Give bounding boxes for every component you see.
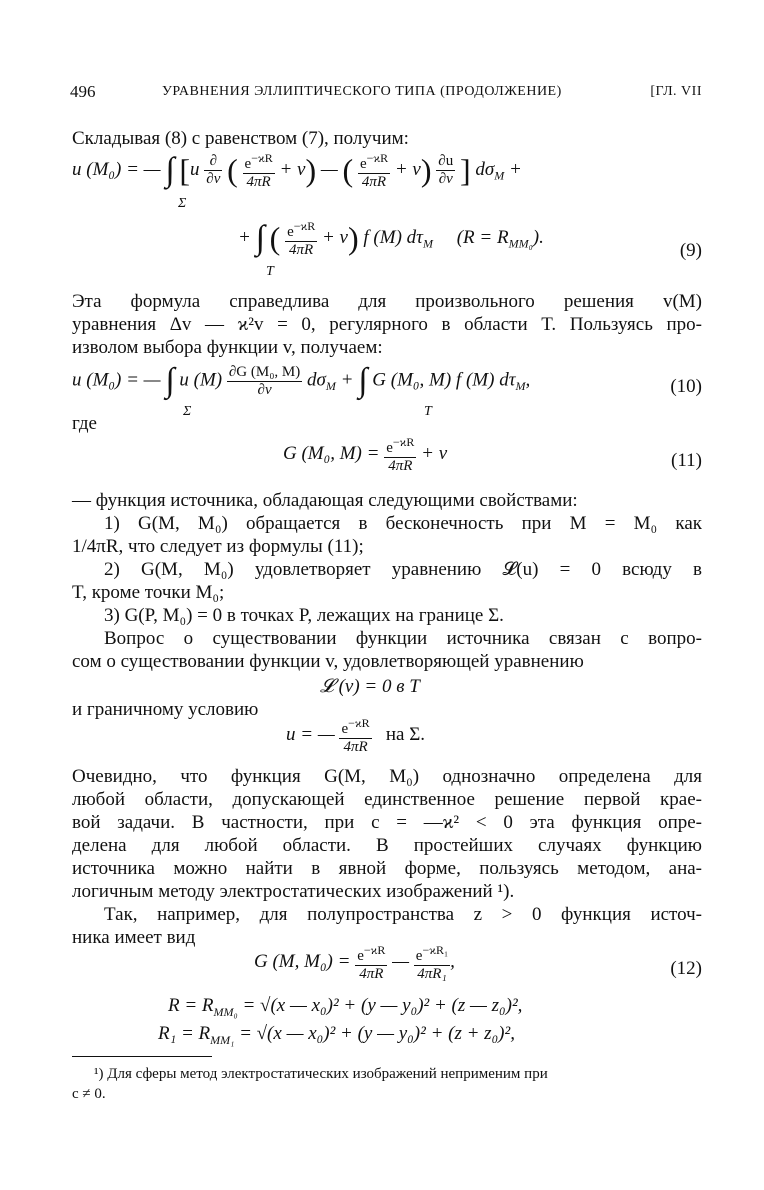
- equation-number: (11): [671, 450, 702, 471]
- paragraph-line: и граничному условию: [72, 699, 259, 720]
- footnote-line: ¹) Для сферы метод электростатических изображений неприменим при: [94, 1066, 548, 1082]
- paragraph-line: логичным методу электростатических изображений ¹).: [72, 881, 515, 902]
- integral-sign: ∫: [165, 151, 175, 189]
- list-item-cont: T, кроме точки M₀;: [72, 582, 225, 603]
- equation-10: u (M₀) = — ∫ u (M) $\frac{\text{∂G (M₀, M)}}{\partial\nu}$ $d\sigma_M$ + ∫ G (M₀, M) f (M) $d\tau_M$,: [72, 362, 531, 399]
- running-title: УРАВНЕНИЯ ЭЛЛИПТИЧЕСКОГО ТИПА (ПРОДОЛЖЕНИЕ): [162, 84, 562, 99]
- equation-number: (9): [679, 240, 702, 261]
- equation-11: G (M₀, M) = $\frac{e^{-ϰR}}{4\pi R}$ + v: [283, 435, 448, 474]
- equation-R1: $R_1 = R_{MM_1} = √(x$ — x₀)² + (y — y₀)² + (z + z₀)²,: [158, 1023, 515, 1047]
- paragraph-line: делена для любой области. В простейших случаях функцию: [72, 835, 702, 856]
- chapter-label: [ГЛ. VII: [650, 84, 702, 99]
- equation-boundary: u = — $\frac{e^{-ϰR}}{4\pi R}$ на Σ.: [286, 716, 426, 755]
- footnote-line: c ≠ 0.: [72, 1086, 106, 1102]
- paragraph-line: вой задачи. В частности, при c = —ϰ² < 0 эта функция опре-: [72, 812, 702, 833]
- paragraph-line: Вопрос о существовании функции источника связан с вопро-: [104, 628, 702, 649]
- paragraph-line: источника можно найти в явной форме, пользуясь методом, ана-: [72, 858, 702, 879]
- paragraph-line: сом о существовании функции v, удовлетворяющей уравнению: [72, 651, 584, 672]
- page-number: 496: [70, 82, 96, 101]
- paragraph-line: Складывая (8) с равенством (7), получим:: [72, 128, 409, 149]
- equation-9-line-1: u (M₀) = — ∫ [u $\frac{\partial}{\partial\nu}$ ( $\frac{e^{-ϰR}}{4\pi R}$ + v) — ( $\frac{e^{-ϰR}}{4\pi R}$ + v) $\frac{\partial u}{\partial\nu}$ ] $d\sigma_M$ +: [72, 151, 522, 190]
- paragraph-line: Эта формула справедлива для произвольного решения v(M): [72, 291, 702, 312]
- paragraph-line: ника имеет вид: [72, 927, 196, 948]
- equation-R: $R = R_{MM_0} = √(x$ — x₀)² + (y — y₀)² + (z — z₀)²,: [168, 995, 523, 1019]
- equation-number: (10): [670, 376, 702, 397]
- list-item: 2) G(M, M₀) удовлетворяет уравнению 𝓛(u) = 0 всюду в: [104, 559, 702, 580]
- paragraph-line: Очевидно, что функция G(M, M₀) однозначно определена для: [72, 766, 702, 787]
- paragraph-line: изволом выбора функции v, получаем:: [72, 337, 383, 358]
- equation-L: 𝓛 (v) = 0 в T: [320, 676, 420, 697]
- paragraph-line: Так, например, для полупространства z > 0 функция источ-: [104, 904, 702, 925]
- paragraph-line: любой области, допускающей единственное решение первой крае-: [72, 789, 702, 810]
- equation-9-line-2: + ∫ ( $\frac{e^{-ϰR}}{4\pi R}$ + v) f (M) $d\tau_M$ $(R = R_{MM_0})$.: [238, 219, 544, 258]
- running-header: [70, 82, 702, 106]
- paragraph-line: где: [72, 413, 97, 434]
- list-item: 3) G(P, M₀) = 0 в точках P, лежащих на границе Σ.: [104, 605, 504, 626]
- equation-12: G (M, M₀) = $\frac{e^{-ϰR}}{4\pi R}$ — $\frac{e^{-ϰR_1}}{\text{4πR₁}}$ ,: [254, 943, 455, 982]
- footnote-rule: [72, 1056, 212, 1057]
- book-page: 496 УРАВНЕНИЯ ЭЛЛИПТИЧЕСКОГО ТИПА (ПРОДОЛЖЕНИЕ) [ГЛ. VII Складывая (8) с равенством (7), получим: u (M₀) = — ∫ [u $\frac{\partial}{\partial\nu}$ ( $\frac{e^{-ϰR}}{4\pi R}$ + v) — ( $\frac{e^{-ϰR}}{4\pi R}$ + v) $\frac{\partial u}{\partial\nu}$ ] $d\sigma_M$ + Σ + ∫ ( $\frac{e^{-ϰR}}{4\pi R}$ + v) f (M) $d\tau_M$ $(R = R_{MM_0})$. T (9) Эта формула справедлива для произвольного решения v(M) уравнения Δv — ϰ²v = 0, регулярного в области T. Пользуясь про- изволом выбора функции v, получаем: u (M₀) = — ∫ u (M) $\frac{\text{∂G (M₀, M)}}{\partial\nu}$ $d\sigma_M$ + ∫ G (M₀, M) f (M) $d\tau_M$, Σ T (10) где G (M₀, M) = $\frac{e^{-ϰR}}{4\pi R}$ + v (11) — функция источника, обладающая следующими свойствами: 1) G(M, M₀) обращается в бесконечность при M = M₀ как 1/4πR, что следует из формулы (11); 2) G(M, M₀) удовлетворяет уравнению 𝓛(u) = 0 всюду в T, кроме точки M₀; 3) G(P, M₀) = 0 в точках P, лежащих на границе Σ. Вопрос о существовании функции источника связан с вопро- сом о существовании функции v, удовлетворяющей уравнению 𝓛 (v) = 0 в T и граничному условию u = — $\frac{e^{-ϰR}}{4\pi R}$ на Σ. Очевидно, что функция G(M, M₀) однозначно определена для любой области, допускающей единственное решение первой крае- вой задачи. В частности, при c = —ϰ² < 0 эта функция опре- делена для любой области. В простейших случаях функцию источника можно найти в явной форме, пользуясь методом, ана- логичным методу электростатических изображений ¹). Так, например, для полупространства z > 0 функция источ- ника имеет вид G (M, M₀) = $\frac{e^{-ϰR}}{4\pi R}$ — $\frac{e^{-ϰR_1}}{\text{4πR₁}}$ , (12) $R = R_{MM_0} = √(x$ — x₀)² + (y — y₀)² + (z — z₀)², $R_1 = R_{MM_1} = √(x$ — x₀)² + (y — y₀)² + (z + z₀)², ¹) Для сферы метод электростатических изображений неприменим при c ≠ 0.: [0, 0, 764, 1190]
- list-item-cont: 1/4πR, что следует из формулы (11);: [72, 536, 364, 557]
- eq9-lhs: u (M₀) = —: [72, 158, 161, 180]
- equation-number: (12): [670, 958, 702, 979]
- paragraph-line: — функция источника, обладающая следующими свойствами:: [72, 490, 578, 511]
- list-item: 1) G(M, M₀) обращается в бесконечность при M = M₀ как: [104, 513, 702, 534]
- paragraph-line: уравнения Δv — ϰ²v = 0, регулярного в области T. Пользуясь про-: [72, 314, 702, 335]
